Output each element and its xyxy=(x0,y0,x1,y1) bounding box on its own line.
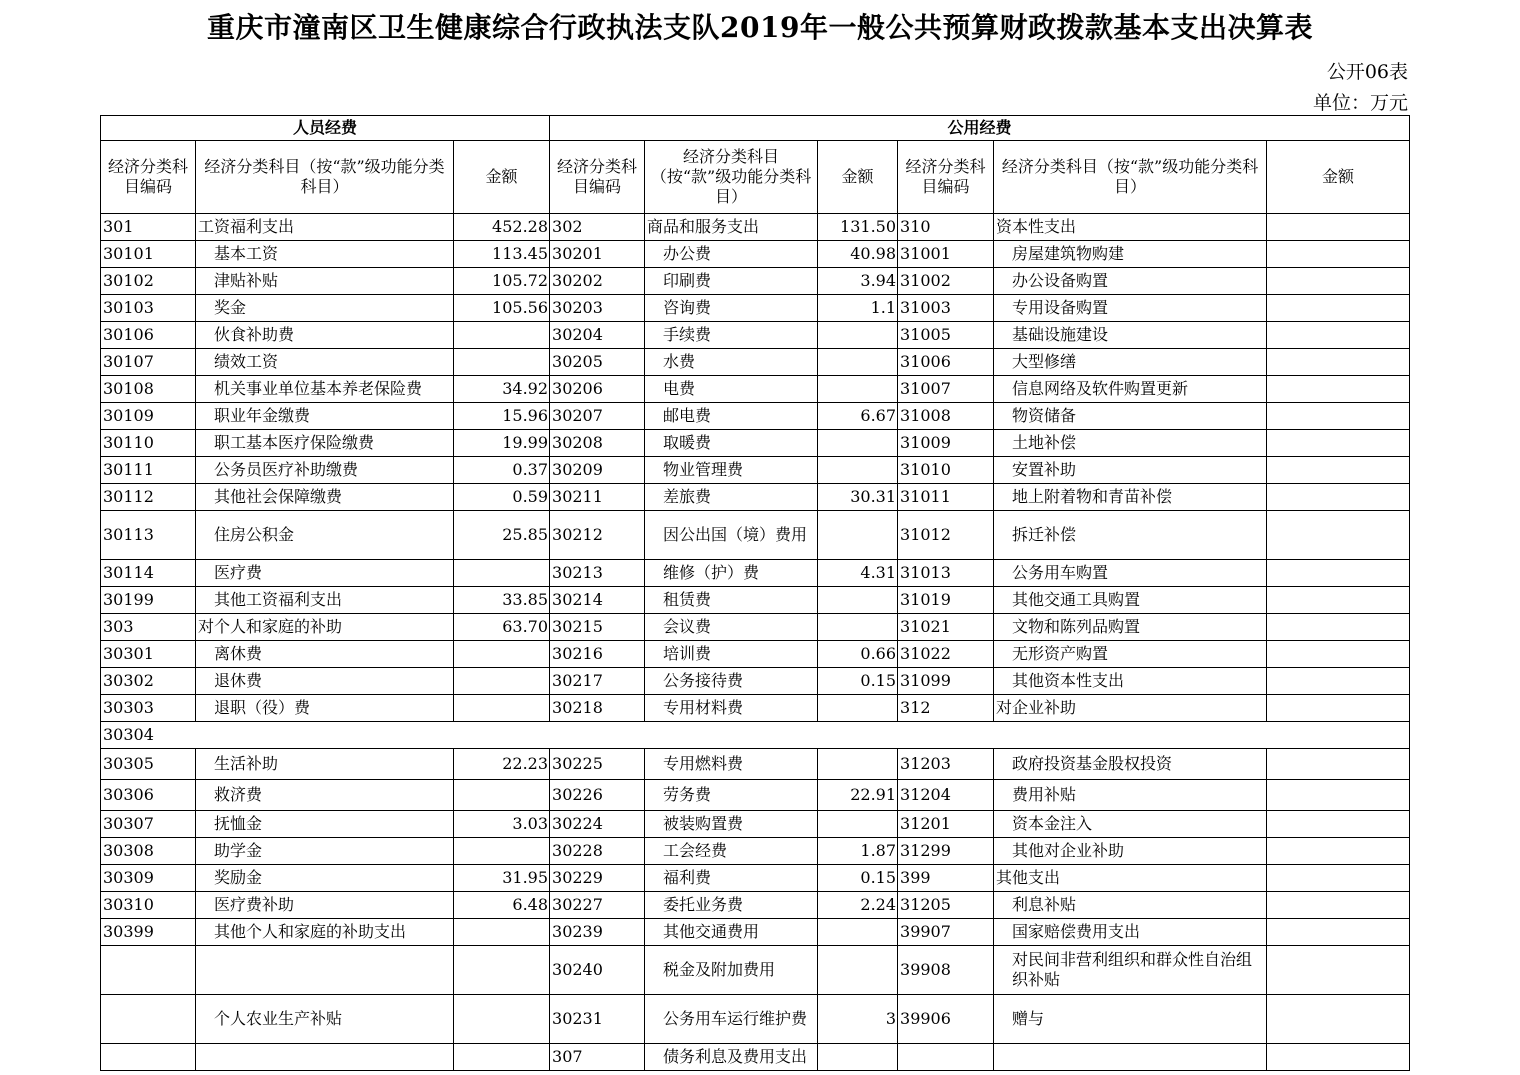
cell-code: 31002 xyxy=(898,268,994,295)
cell-amount xyxy=(1267,403,1410,430)
cell-amount xyxy=(818,811,898,838)
cell-name: 无形资产购置 xyxy=(994,641,1267,668)
table-row xyxy=(101,780,1410,811)
column-header-name: 经济分类科目（按“款”级功能分类科目） xyxy=(196,141,454,214)
cell-amount xyxy=(818,457,898,484)
cell-code: 30201 xyxy=(550,241,645,268)
cell-name: 基本工资 xyxy=(196,241,454,268)
cell-name: 专用燃料费 xyxy=(645,749,818,780)
table-row xyxy=(101,295,1410,322)
cell-amount xyxy=(1267,349,1410,376)
report-title: 重庆市潼南区卫生健康综合行政执法支队2019年一般公共预算财政拨款基本支出决算表 xyxy=(207,11,1313,44)
cell-amount: 105.72 xyxy=(454,268,550,295)
cell-code: 30199 xyxy=(101,587,196,614)
cell-code: 31013 xyxy=(898,560,994,587)
cell-amount xyxy=(1267,695,1410,722)
table-row xyxy=(101,214,1410,241)
cell-code: 31007 xyxy=(898,376,994,403)
cell-code xyxy=(898,1044,994,1071)
cell-name: 利息补贴 xyxy=(994,892,1267,919)
cell-amount xyxy=(454,641,550,668)
cell-amount xyxy=(818,349,898,376)
cell-name: 公务用车运行维护费 xyxy=(645,995,818,1044)
cell-name: 对民间非营利组织和群众性自治组织补贴 xyxy=(994,946,1267,995)
cell-code: 31005 xyxy=(898,322,994,349)
cell-name: 印刷费 xyxy=(645,268,818,295)
cell-name: 职业年金缴费 xyxy=(196,403,454,430)
cell-code: 31008 xyxy=(898,403,994,430)
cell-name: 住房公积金 xyxy=(196,511,454,560)
cell-amount: 63.70 xyxy=(454,614,550,641)
cell-code: 302 xyxy=(550,214,645,241)
cell-code: 31299 xyxy=(898,838,994,865)
cell-name: 机关事业单位基本养老保险费 xyxy=(196,376,454,403)
cell-amount xyxy=(818,614,898,641)
cell-amount: 3.94 xyxy=(818,268,898,295)
cell-amount xyxy=(1267,560,1410,587)
cell-code: 30113 xyxy=(101,511,196,560)
table-row xyxy=(101,1044,1410,1071)
cell-name: 医疗费 xyxy=(196,560,454,587)
cell-code: 310 xyxy=(898,214,994,241)
cell-amount xyxy=(454,919,550,946)
cell-name xyxy=(994,1044,1267,1071)
cell-amount: 40.98 xyxy=(818,241,898,268)
column-header-name: 经济分类科目（按“款”级功能分类科目） xyxy=(645,141,818,214)
table-row xyxy=(101,641,1410,668)
cell-amount: 1.87 xyxy=(818,838,898,865)
cell-name: 对企业补助 xyxy=(994,695,1267,722)
cell-code: 30217 xyxy=(550,668,645,695)
cell-code: 31010 xyxy=(898,457,994,484)
cell-amount xyxy=(818,322,898,349)
cell-code: 399 xyxy=(898,865,994,892)
cell-amount xyxy=(1267,376,1410,403)
cell-amount xyxy=(1267,641,1410,668)
cell-amount xyxy=(1267,1044,1410,1071)
cell-code: 30206 xyxy=(550,376,645,403)
cell-code: 30205 xyxy=(550,349,645,376)
cell-name: 公务员医疗补助缴费 xyxy=(196,457,454,484)
table-row xyxy=(101,376,1410,403)
cell-name: 赠与 xyxy=(994,995,1267,1044)
table-row xyxy=(101,349,1410,376)
cell-code: 30103 xyxy=(101,295,196,322)
cell-name: 基础设施建设 xyxy=(994,322,1267,349)
cell-name: 资本金注入 xyxy=(994,811,1267,838)
column-header-amount: 金额 xyxy=(454,141,550,214)
cell-amount xyxy=(1267,511,1410,560)
table-row xyxy=(101,749,1410,780)
cell-code: 30215 xyxy=(550,614,645,641)
cell-name: 退休费 xyxy=(196,668,454,695)
cell-name: 奖励金 xyxy=(196,865,454,892)
cell-name: 咨询费 xyxy=(645,295,818,322)
cell-amount xyxy=(454,560,550,587)
cell-name: 救济费 xyxy=(196,780,454,811)
cell-name: 商品和服务支出 xyxy=(645,214,818,241)
cell-amount xyxy=(818,946,898,995)
column-header-code: 经济分类科目编码 xyxy=(101,141,196,214)
cell-amount: 0.15 xyxy=(818,668,898,695)
table-row xyxy=(101,946,1410,995)
cell-code: 30107 xyxy=(101,349,196,376)
cell-code: 31019 xyxy=(898,587,994,614)
cell-amount xyxy=(1267,668,1410,695)
cell-code: 30102 xyxy=(101,268,196,295)
cell-code: 30218 xyxy=(550,695,645,722)
cell-name: 医疗费补助 xyxy=(196,892,454,919)
cell-amount xyxy=(1267,241,1410,268)
cell-name: 租赁费 xyxy=(645,587,818,614)
cell-name: 水费 xyxy=(645,349,818,376)
cell-amount: 0.37 xyxy=(454,457,550,484)
cell-code: 30101 xyxy=(101,241,196,268)
cell-code: 39906 xyxy=(898,995,994,1044)
cell-amount: 0.66 xyxy=(818,641,898,668)
cell-code: 39908 xyxy=(898,946,994,995)
cell-name: 税金及附加费用 xyxy=(645,946,818,995)
cell-code: 30306 xyxy=(101,780,196,811)
cell-code: 30240 xyxy=(550,946,645,995)
cell-code: 30301 xyxy=(101,641,196,668)
cell-name: 其他对企业补助 xyxy=(994,838,1267,865)
cell-code: 30228 xyxy=(550,838,645,865)
cell-name: 劳务费 xyxy=(645,780,818,811)
cell-name: 办公费 xyxy=(645,241,818,268)
cell-code: 30308 xyxy=(101,838,196,865)
cell-code: 30305 xyxy=(101,749,196,780)
cell-name: 电费 xyxy=(645,376,818,403)
column-header-code: 经济分类科目编码 xyxy=(898,141,994,214)
cell-amount xyxy=(1267,484,1410,511)
cell-name: 其他社会保障缴费 xyxy=(196,484,454,511)
cell-name: 办公设备购置 xyxy=(994,268,1267,295)
cell-amount xyxy=(818,430,898,457)
column-header-amount: 金额 xyxy=(818,141,898,214)
cell-name: 债务利息及费用支出 xyxy=(645,1044,818,1071)
cell-code: 30207 xyxy=(550,403,645,430)
unit-label: 单位：万元 xyxy=(1312,92,1408,114)
cell-code: 30310 xyxy=(101,892,196,919)
cell-name: 工资福利支出 xyxy=(196,214,454,241)
cell-amount xyxy=(1267,811,1410,838)
cell-name: 其他工资福利支出 xyxy=(196,587,454,614)
cell-amount xyxy=(818,1044,898,1071)
cell-code: 31021 xyxy=(898,614,994,641)
group-header-public: 公用经费 xyxy=(550,116,1410,141)
cell-amount xyxy=(454,946,550,995)
cell-code: 30303 xyxy=(101,695,196,722)
cell-code: 30309 xyxy=(101,865,196,892)
cell-name: 津贴补贴 xyxy=(196,268,454,295)
cell-amount xyxy=(1267,614,1410,641)
cell-amount xyxy=(1267,587,1410,614)
cell-name: 伙食补助费 xyxy=(196,322,454,349)
table-row xyxy=(101,241,1410,268)
cell-code xyxy=(101,1044,196,1071)
cell-code: 30203 xyxy=(550,295,645,322)
cell-name: 工会经费 xyxy=(645,838,818,865)
cell-name: 公务接待费 xyxy=(645,668,818,695)
cell-name: 助学金 xyxy=(196,838,454,865)
cell-amount: 0.59 xyxy=(454,484,550,511)
cell-code: 39907 xyxy=(898,919,994,946)
cell-code: 307 xyxy=(550,1044,645,1071)
cell-name: 抚恤金 xyxy=(196,811,454,838)
cell-name: 其他资本性支出 xyxy=(994,668,1267,695)
cell-name: 被装购置费 xyxy=(645,811,818,838)
column-header-amount: 金额 xyxy=(1267,141,1410,214)
cell-code: 31003 xyxy=(898,295,994,322)
cell-code: 31012 xyxy=(898,511,994,560)
cell-amount: 105.56 xyxy=(454,295,550,322)
cell-name: 国家赔偿费用支出 xyxy=(994,919,1267,946)
cell-code: 30304 xyxy=(101,722,1410,749)
cell-amount xyxy=(1267,780,1410,811)
cell-code: 30214 xyxy=(550,587,645,614)
cell-amount xyxy=(1267,457,1410,484)
cell-name: 会议费 xyxy=(645,614,818,641)
cell-code: 30110 xyxy=(101,430,196,457)
cell-amount: 131.50 xyxy=(818,214,898,241)
cell-code: 30211 xyxy=(550,484,645,511)
group-header-personnel: 人员经费 xyxy=(101,116,550,141)
cell-code: 30225 xyxy=(550,749,645,780)
cell-amount xyxy=(1267,865,1410,892)
expenditure-table xyxy=(100,115,1410,1071)
cell-name: 邮电费 xyxy=(645,403,818,430)
cell-code: 30212 xyxy=(550,511,645,560)
cell-code: 31009 xyxy=(898,430,994,457)
cell-code: 31006 xyxy=(898,349,994,376)
cell-name: 其他交通费用 xyxy=(645,919,818,946)
cell-code: 30106 xyxy=(101,322,196,349)
cell-amount xyxy=(454,1044,550,1071)
table-row xyxy=(101,403,1410,430)
cell-amount xyxy=(1267,295,1410,322)
cell-name: 土地补偿 xyxy=(994,430,1267,457)
cell-name: 其他个人和家庭的补助支出 xyxy=(196,919,454,946)
cell-code: 30224 xyxy=(550,811,645,838)
cell-name: 绩效工资 xyxy=(196,349,454,376)
cell-amount xyxy=(1267,919,1410,946)
cell-amount xyxy=(1267,322,1410,349)
column-header-name: 经济分类科目（按“款”级功能分类科目） xyxy=(994,141,1267,214)
cell-name: 手续费 xyxy=(645,322,818,349)
cell-amount xyxy=(1267,268,1410,295)
cell-amount: 1.1 xyxy=(818,295,898,322)
cell-name: 拆迁补偿 xyxy=(994,511,1267,560)
cell-amount: 0.15 xyxy=(818,865,898,892)
cell-name: 培训费 xyxy=(645,641,818,668)
table-row xyxy=(101,587,1410,614)
cell-amount xyxy=(454,995,550,1044)
cell-name: 公务用车购置 xyxy=(994,560,1267,587)
cell-name: 费用补贴 xyxy=(994,780,1267,811)
cell-code: 30208 xyxy=(550,430,645,457)
cell-amount: 2.24 xyxy=(818,892,898,919)
cell-name: 房屋建筑物购建 xyxy=(994,241,1267,268)
cell-amount xyxy=(454,838,550,865)
cell-amount xyxy=(1267,430,1410,457)
cell-amount: 113.45 xyxy=(454,241,550,268)
cell-amount: 33.85 xyxy=(454,587,550,614)
cell-amount: 6.48 xyxy=(454,892,550,919)
table-row xyxy=(101,892,1410,919)
cell-code: 30227 xyxy=(550,892,645,919)
table-row xyxy=(101,865,1410,892)
cell-amount: 3 xyxy=(818,995,898,1044)
cell-amount xyxy=(818,376,898,403)
table-row xyxy=(101,511,1410,560)
cell-name: 个人农业生产补贴 xyxy=(196,995,454,1044)
cell-name: 对个人和家庭的补助 xyxy=(196,614,454,641)
cell-amount xyxy=(1267,838,1410,865)
cell-code: 30202 xyxy=(550,268,645,295)
cell-name: 大型修缮 xyxy=(994,349,1267,376)
table-row xyxy=(101,322,1410,349)
cell-name: 信息网络及软件购置更新 xyxy=(994,376,1267,403)
cell-amount xyxy=(454,322,550,349)
cell-code: 301 xyxy=(101,214,196,241)
cell-code: 30114 xyxy=(101,560,196,587)
cell-name: 地上附着物和青苗补偿 xyxy=(994,484,1267,511)
cell-amount: 4.31 xyxy=(818,560,898,587)
cell-amount: 19.99 xyxy=(454,430,550,457)
cell-code: 31203 xyxy=(898,749,994,780)
table-row xyxy=(101,995,1410,1044)
cell-name: 文物和陈列品购置 xyxy=(994,614,1267,641)
cell-name xyxy=(196,1044,454,1071)
table-row xyxy=(101,560,1410,587)
cell-name: 专用材料费 xyxy=(645,695,818,722)
cell-name: 差旅费 xyxy=(645,484,818,511)
cell-name: 奖金 xyxy=(196,295,454,322)
cell-amount: 22.91 xyxy=(818,780,898,811)
cell-code: 30302 xyxy=(101,668,196,695)
cell-amount: 30.31 xyxy=(818,484,898,511)
cell-code: 30239 xyxy=(550,919,645,946)
cell-name: 委托业务费 xyxy=(645,892,818,919)
cell-name: 物业管理费 xyxy=(645,457,818,484)
table-row xyxy=(101,695,1410,722)
cell-name: 福利费 xyxy=(645,865,818,892)
cell-amount xyxy=(818,695,898,722)
cell-code: 30204 xyxy=(550,322,645,349)
cell-name: 职工基本医疗保险缴费 xyxy=(196,430,454,457)
form-number: 公开06表 xyxy=(1326,61,1408,83)
cell-amount xyxy=(818,919,898,946)
cell-code: 312 xyxy=(898,695,994,722)
cell-name: 专用设备购置 xyxy=(994,295,1267,322)
table-body xyxy=(101,214,1410,1071)
cell-code: 31022 xyxy=(898,641,994,668)
cell-code: 30111 xyxy=(101,457,196,484)
cell-amount xyxy=(454,780,550,811)
table-row xyxy=(101,484,1410,511)
table-row xyxy=(101,919,1410,946)
table-row xyxy=(101,457,1410,484)
cell-amount: 34.92 xyxy=(454,376,550,403)
cell-code: 31205 xyxy=(898,892,994,919)
cell-name: 退职（役）费 xyxy=(196,695,454,722)
cell-code: 30307 xyxy=(101,811,196,838)
cell-code: 30213 xyxy=(550,560,645,587)
cell-name: 安置补助 xyxy=(994,457,1267,484)
cell-amount xyxy=(1267,749,1410,780)
cell-code: 30112 xyxy=(101,484,196,511)
cell-amount xyxy=(1267,995,1410,1044)
cell-amount: 31.95 xyxy=(454,865,550,892)
cell-code: 30109 xyxy=(101,403,196,430)
column-header-code: 经济分类科目编码 xyxy=(550,141,645,214)
cell-name: 离休费 xyxy=(196,641,454,668)
cell-amount: 3.03 xyxy=(454,811,550,838)
table-row xyxy=(101,430,1410,457)
cell-amount xyxy=(1267,214,1410,241)
cell-name: 资本性支出 xyxy=(994,214,1267,241)
cell-code: 31099 xyxy=(898,668,994,695)
cell-code: 30209 xyxy=(550,457,645,484)
cell-amount xyxy=(454,349,550,376)
cell-code: 30399 xyxy=(101,919,196,946)
cell-code: 30231 xyxy=(550,995,645,1044)
cell-name: 其他支出 xyxy=(994,865,1267,892)
cell-amount xyxy=(818,587,898,614)
cell-name: 因公出国（境）费用 xyxy=(645,511,818,560)
cell-amount: 6.67 xyxy=(818,403,898,430)
cell-amount xyxy=(454,668,550,695)
cell-code: 31201 xyxy=(898,811,994,838)
cell-amount: 15.96 xyxy=(454,403,550,430)
cell-code: 303 xyxy=(101,614,196,641)
cell-code: 30108 xyxy=(101,376,196,403)
table-row xyxy=(101,268,1410,295)
table-row xyxy=(101,722,1410,749)
cell-name xyxy=(196,946,454,995)
table-row xyxy=(101,614,1410,641)
cell-code: 31204 xyxy=(898,780,994,811)
cell-code: 30229 xyxy=(550,865,645,892)
cell-name: 维修（护）费 xyxy=(645,560,818,587)
table-row xyxy=(101,668,1410,695)
cell-code xyxy=(101,995,196,1044)
cell-code: 31001 xyxy=(898,241,994,268)
cell-name: 政府投资基金股权投资 xyxy=(994,749,1267,780)
cell-name: 生活补助 xyxy=(196,749,454,780)
cell-name: 取暖费 xyxy=(645,430,818,457)
cell-amount xyxy=(454,695,550,722)
cell-amount xyxy=(1267,892,1410,919)
cell-amount: 25.85 xyxy=(454,511,550,560)
cell-amount: 452.28 xyxy=(454,214,550,241)
cell-code: 30216 xyxy=(550,641,645,668)
cell-amount xyxy=(818,749,898,780)
cell-code xyxy=(101,946,196,995)
table-row xyxy=(101,811,1410,838)
cell-name: 其他交通工具购置 xyxy=(994,587,1267,614)
cell-amount xyxy=(818,511,898,560)
cell-code: 31011 xyxy=(898,484,994,511)
cell-amount: 22.23 xyxy=(454,749,550,780)
cell-amount xyxy=(1267,946,1410,995)
cell-code: 30226 xyxy=(550,780,645,811)
table-row xyxy=(101,838,1410,865)
cell-name: 物资储备 xyxy=(994,403,1267,430)
